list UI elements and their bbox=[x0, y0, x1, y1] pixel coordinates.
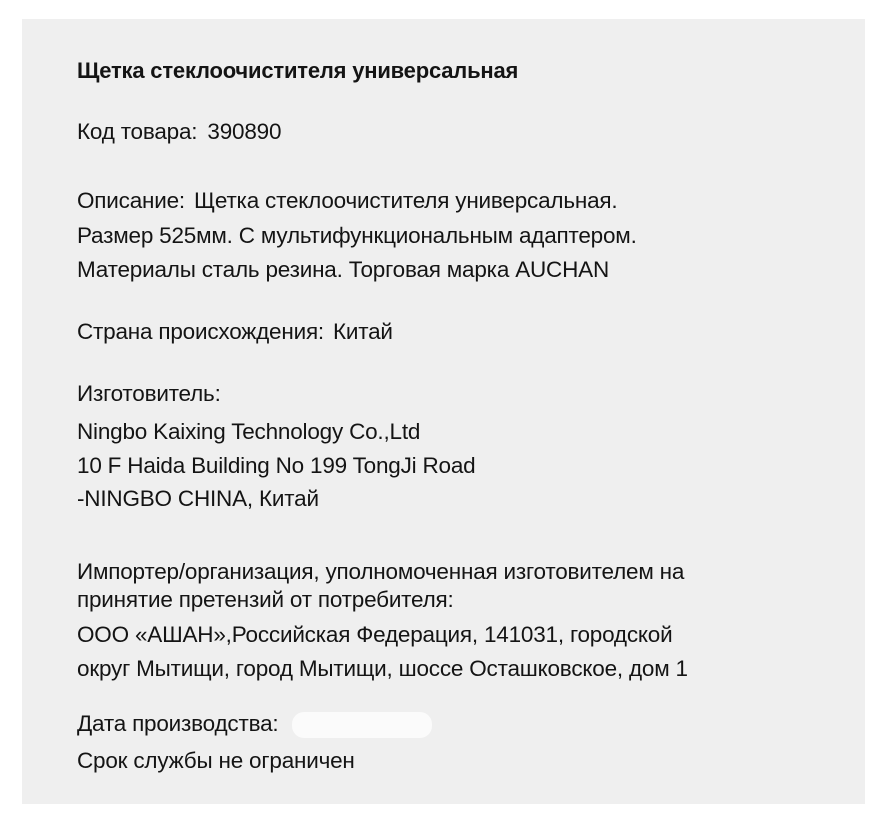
manufacturer-label: Изготовитель: bbox=[77, 381, 221, 406]
origin-value: Китай bbox=[332, 319, 393, 344]
description-text-line-2: Размер 525мм. С мультифункциональным адаптером. bbox=[77, 223, 637, 248]
manufacturer-address-line-2: -NINGBO CHINA, Китай bbox=[77, 486, 319, 511]
product-code-value: 390890 bbox=[207, 119, 282, 144]
description-text-line-1: Щетка стеклоочистителя универсальная. bbox=[193, 188, 618, 213]
description-label: Описание: bbox=[77, 188, 185, 213]
product-title: Щетка стеклоочистителя универсальная bbox=[77, 58, 519, 83]
importer-text-line-2: принятие претензий от потребителя: bbox=[77, 587, 454, 612]
shelf-life-text: Срок службы не ограничен bbox=[77, 748, 355, 773]
product-code-label: Код товара: bbox=[77, 119, 198, 144]
importer-text-line-3: ООО «АШАН»,Российская Федерация, 141031, городской bbox=[77, 622, 673, 647]
description-first-line bbox=[77, 186, 617, 216]
production-date-blank bbox=[292, 712, 432, 738]
manufacturer-address-line-1: 10 F Haida Building No 199 TongJi Road bbox=[77, 453, 476, 478]
importer-text-line-1: Импортер/организация, уполномоченная изготовителем на bbox=[77, 559, 685, 584]
description-text-line-3: Материалы сталь резина. Торговая марка AUCHAN bbox=[77, 257, 609, 282]
product-code-row bbox=[77, 117, 281, 147]
product-label-sheet bbox=[22, 19, 865, 804]
production-date-row bbox=[77, 709, 432, 739]
manufacturer-name: Ningbo Kaixing Technology Co.,Ltd bbox=[77, 419, 421, 444]
production-date-label: Дата производства: bbox=[77, 711, 279, 736]
importer-text-line-4: округ Мытищи, город Мытищи, шоссе Осташковское, дом 1 bbox=[77, 656, 688, 681]
origin-row bbox=[77, 317, 393, 347]
origin-label: Страна происхождения: bbox=[77, 319, 324, 344]
